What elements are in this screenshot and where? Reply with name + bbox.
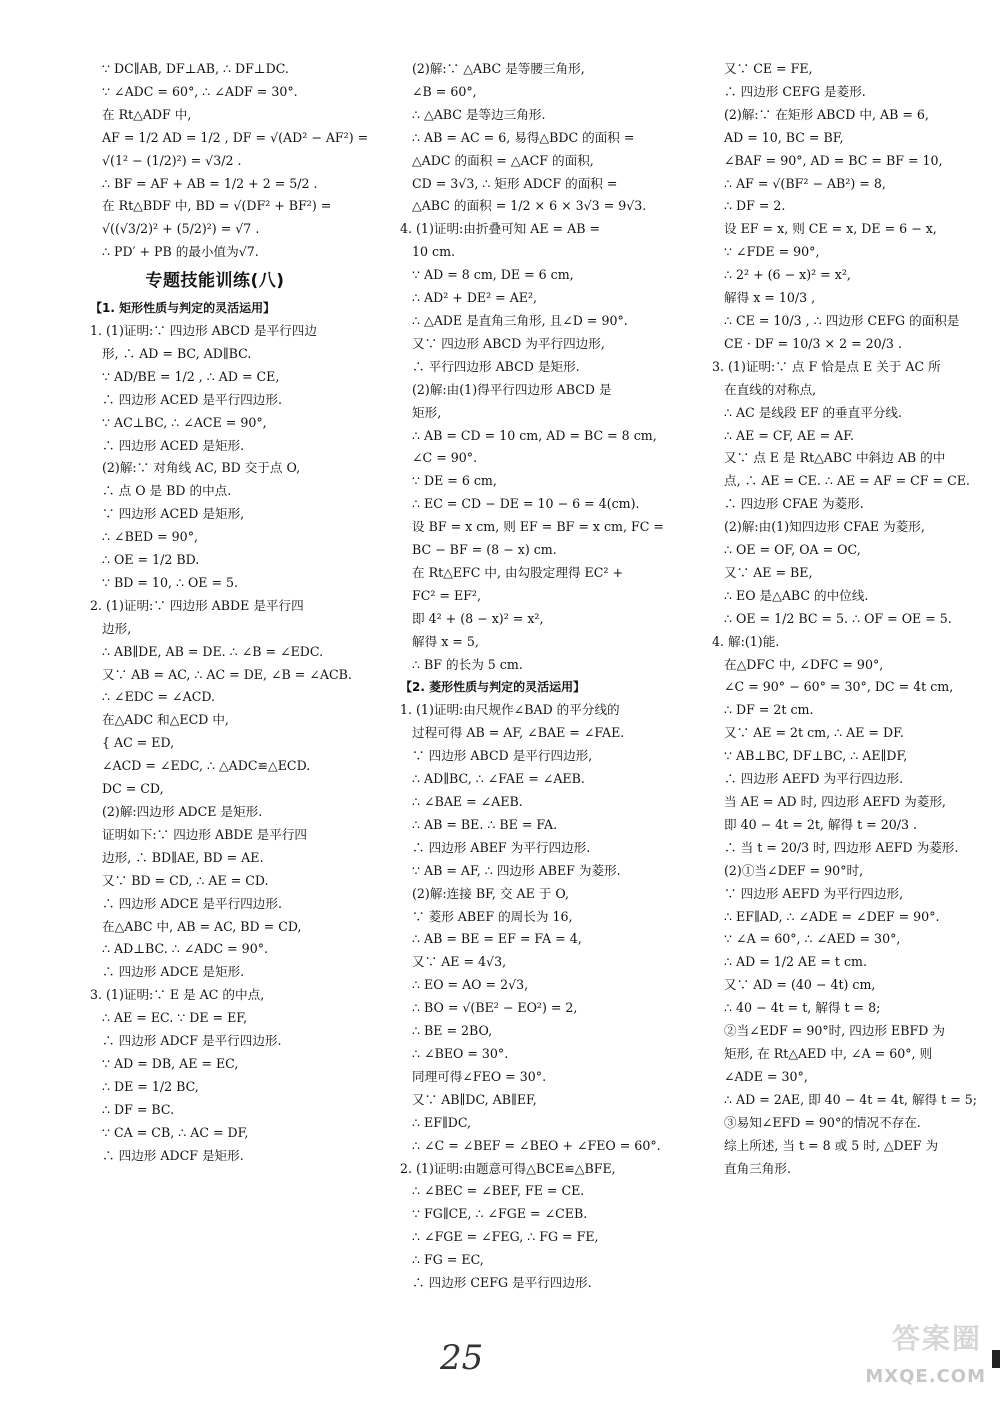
text-line: ∴ AD² + DE² = AE², — [412, 290, 538, 306]
text-line: (2)解:∵ △ABC 是等腰三角形, — [412, 61, 585, 76]
text-line: ∴ 四边形 ADCF 是矩形. — [102, 1147, 244, 1163]
text-line: ∴ AB = BE. ∴ BE = FA. — [412, 816, 558, 832]
text-line: ∵ BD = 10, ∴ OE = 5. — [102, 574, 239, 590]
text-line: 即 4² + (8 − x)² = x², — [412, 610, 544, 626]
text-line: 又∵ AB = AC, ∴ AC = DE, ∠B = ∠ACB. — [102, 666, 352, 682]
text-line: ∵ AB⊥BC, DF⊥BC, ∴ AE∥DF, — [724, 748, 908, 764]
text-line: ∠C = 90° − 60° = 30°, DC = 4t cm, — [724, 679, 954, 695]
text-line: ∴ 四边形 ADCE 是矩形. — [102, 964, 245, 980]
text-line: ∵ DC∥AB, DF⊥AB, ∴ DF⊥DC. — [102, 61, 289, 76]
text-line: 又∵ AE = 2t cm, ∴ AE = DF. — [724, 725, 904, 741]
text-line: 矩形, — [412, 404, 442, 420]
text-line: ∵ DE = 6 cm, — [412, 473, 497, 489]
text-line: { AC = ED, — [102, 735, 175, 751]
text-line: ∵ FG∥CE, ∴ ∠FGE = ∠CEB. — [412, 1206, 588, 1222]
text-line: (2)解:四边形 ADCE 是矩形. — [102, 804, 263, 819]
text-line: 即 40 − 4t = 2t, 解得 t = 20/3 . — [724, 816, 917, 832]
text-line: △ABC 的面积 = 1/2 × 6 × 3√3 = 9√3. — [412, 198, 647, 214]
text-line: √(1² − (1/2)²) = √3/2 . — [102, 152, 242, 168]
text-line: (2)解:由(1)得平行四边形 ABCD 是 — [412, 381, 612, 397]
text-line: 同理可得∠FEO = 30°. — [412, 1068, 547, 1084]
text-line: ∴ AF = √(BF² − AB²) = 8, — [724, 175, 886, 191]
text-line: ∴ ∠BEO = 30°. — [412, 1045, 509, 1061]
text-line: 边形, ∴ BD∥AE, BD = AE. — [102, 849, 264, 865]
text-line: AF = 1/2 AD = 1/2 , DF = √(AD² − AF²) = — [102, 129, 369, 145]
problem-line: 3. (1)证明:∵ 点 F 恰是点 E 关于 AC 所 — [712, 358, 941, 374]
text-line: ∴ 四边形 AEFD 为平行四边形. — [724, 771, 904, 787]
text-line: 解得 x = 5, — [412, 633, 479, 649]
text-line: ∴ EO 是△ABC 的中位线. — [724, 587, 869, 603]
text-line: ∵ 四边形 ABCD 是平行四边形, — [412, 748, 593, 764]
text-line: ③易知∠EFD = 90°的情况不存在. — [724, 1114, 921, 1130]
text-line: (2)解:∵ 对角线 AC, BD 交于点 O, — [102, 460, 301, 476]
text-line: 点, ∴ AE = CE. ∴ AE = AF = CF = CE. — [724, 473, 970, 489]
text-line: ∴ OE = 1/2 BC = 5. ∴ OF = OE = 5. — [724, 610, 952, 626]
text-line: ∴ ∠BEC = ∠BEF, FE = CE. — [412, 1183, 585, 1199]
text-line: CD = 3√3, ∴ 矩形 ADCF 的面积 = — [412, 175, 618, 191]
text-line: ∵ 四边形 ACED 是矩形, — [102, 506, 245, 522]
page-number: 25 — [440, 1338, 484, 1378]
text-line: ∴ EF∥AD, ∴ ∠ADE = ∠DEF = 90°. — [724, 908, 940, 924]
text-line: ∴ ∠BAE = ∠AEB. — [412, 794, 523, 809]
text-line: FC² = EF², — [412, 587, 481, 603]
text-line: ∴ AD = 1/2 AE = t cm. — [724, 954, 867, 970]
text-line: 又∵ AB∥DC, AB∥EF, — [412, 1091, 537, 1107]
text-line: ∵ 四边形 AEFD 为平行四边形, — [724, 885, 904, 901]
text-line: 又∵ BD = CD, ∴ AE = CD. — [102, 872, 269, 888]
text-line: ∴ EO = AO = 2√3, — [412, 977, 529, 993]
text-line: 在 Rt△ADF 中, — [102, 106, 192, 122]
text-line: (2)解:连接 BF, 交 AE 于 O, — [412, 885, 569, 901]
text-line: ∠BAF = 90°, AD = BC = BF = 10, — [724, 152, 943, 168]
watermark-url-text: MXQE.COM — [865, 1366, 986, 1387]
text-line: 又∵ AE = 4√3, — [412, 954, 507, 970]
text-line: ∴ AB = AC = 6, 易得△BDC 的面积 = — [412, 129, 635, 145]
text-line: ∴ FG = EC, — [412, 1252, 484, 1268]
section-title: 专题技能训练(八) — [145, 271, 285, 292]
text-line: ∠ADE = 30°, — [724, 1068, 808, 1084]
text-line: 在△DFC 中, ∠DFC = 90°, — [724, 656, 884, 672]
text-line: 又∵ 四边形 ABCD 为平行四边形, — [412, 335, 605, 351]
text-line: ∴ 当 t = 20/3 时, 四边形 AEFD 为菱形. — [724, 839, 959, 855]
text-line: ∴ EF∥DC, — [412, 1114, 472, 1130]
text-line: ∴ 40 − 4t = t, 解得 t = 8; — [724, 1000, 881, 1016]
text-line: ∴ AD⊥BC. ∴ ∠ADC = 90°. — [102, 941, 269, 957]
text-line: ∴ BF = AF + AB = 1/2 + 2 = 5/2 . — [102, 175, 318, 191]
text-line: 形, ∴ AD = BC, AD∥BC. — [102, 345, 252, 361]
text-line: 在 Rt△BDF 中, BD = √(DF² + BF²) = — [102, 198, 332, 214]
text-line: 直角三角形. — [724, 1160, 791, 1176]
text-line: 又∵ AE = BE, — [724, 564, 813, 580]
text-line: △ADC 的面积 = △ACF 的面积, — [412, 152, 594, 168]
text-line: ∴ AD = 2AE, 即 40 − 4t = 4t, 解得 t = 5; — [724, 1091, 978, 1107]
text-line: ∴ AB∥DE, AB = DE. ∴ ∠B = ∠EDC. — [102, 643, 324, 659]
watermark-logo — [844, 1313, 994, 1393]
text-line: ∠B = 60°, — [412, 83, 477, 99]
text-line: 在 Rt△EFC 中, 由勾股定理得 EC² + — [412, 564, 623, 580]
text-line: 又∵ CE = FE, — [724, 61, 813, 76]
text-line: 又∵ 点 E 是 Rt△ABC 中斜边 AB 的中 — [724, 450, 946, 466]
text-line: BC − BF = (8 − x) cm. — [412, 542, 557, 558]
text-line: 设 BF = x cm, 则 EF = BF = x cm, FC = — [412, 519, 664, 535]
problem-line: 4. 解:(1)能. — [712, 633, 780, 649]
subsection-heading: 【1. 矩形性质与判定的灵活运用】 — [90, 301, 276, 316]
problem-line: 1. (1)证明:由尺规作∠BAD 的平分线的 — [400, 702, 620, 718]
text-line: ∴ 平行四边形 ABCD 是矩形. — [412, 358, 580, 374]
text-line: ∴ PD′ + PB 的最小值为√7. — [102, 244, 259, 260]
text-line: ∴ △ABC 是等边三角形. — [412, 106, 546, 122]
text-line: ∵ 菱形 ABEF 的周长为 16, — [412, 908, 573, 924]
text-line: ∴ CE = 10/3 , ∴ 四边形 CEFG 的面积是 — [724, 312, 960, 328]
text-line: ∴ DF = 2. — [724, 198, 786, 214]
text-line: ∠C = 90°. — [412, 450, 478, 466]
text-line: ∴ DF = BC. — [102, 1101, 175, 1117]
text-line: AD = 10, BC = BF, — [724, 129, 844, 145]
text-line: ∴ ∠FGE = ∠FEG, ∴ FG = FE, — [412, 1229, 599, 1245]
text-line: ∴ OE = 1/2 BD. — [102, 552, 200, 568]
column-right — [712, 58, 978, 1180]
column-left — [90, 58, 369, 1168]
problem-line: 4. (1)证明:由折叠可知 AE = AB = — [400, 221, 601, 237]
text-line: ∴ BO = √(BE² − EO²) = 2, — [412, 1000, 578, 1016]
text-line: ∴ ∠C = ∠BEF = ∠BEO + ∠FEO = 60°. — [412, 1137, 661, 1153]
text-line: ∴ EC = CD − DE = 10 − 6 = 4(cm). — [412, 496, 640, 512]
text-line: ∵ CA = CB, ∴ AC = DF, — [102, 1124, 249, 1140]
text-line: ∵ AB = AF, ∴ 四边形 ABEF 为菱形. — [412, 862, 621, 878]
text-line: ∴ △ADE 是直角三角形, 且∠D = 90°. — [412, 312, 628, 328]
text-line: ∴ ∠BED = 90°, — [102, 529, 198, 545]
text-line: 过程可得 AB = AF, ∠BAE = ∠FAE. — [412, 725, 625, 741]
text-line: ∴ AE = CF, AE = AF. — [724, 427, 855, 443]
text-line: ∴ BE = 2BO, — [412, 1023, 493, 1039]
text-line: 矩形, 在 Rt△AED 中, ∠A = 60°, 则 — [724, 1045, 933, 1061]
text-line: ∴ 四边形 ACED 是矩形. — [102, 437, 245, 453]
text-line: ∵ ∠ADC = 60°, ∴ ∠ADF = 30°. — [102, 83, 298, 99]
text-line: ∴ DF = 2t cm. — [724, 702, 814, 718]
text-line: ∴ AB = CD = 10 cm, AD = BC = 8 cm, — [412, 427, 657, 443]
text-line: 证明如下:∵ 四边形 ABDE 是平行四 — [102, 826, 308, 842]
subsection-heading: 【2. 菱形性质与判定的灵活运用】 — [400, 680, 586, 695]
text-line: 解得 x = 10/3 , — [724, 290, 816, 306]
text-line: ∴ 四边形 CEFG 是平行四边形. — [412, 1275, 592, 1291]
text-line: ∴ AB = BE = EF = FA = 4, — [412, 931, 582, 947]
text-line: DC = CD, — [102, 781, 164, 797]
problem-line: 2. (1)证明:由题意可得△BCE≌△BFE, — [400, 1160, 616, 1176]
text-line: ∴ 四边形 CFAE 为菱形. — [724, 496, 864, 512]
text-line: ∴ AD∥BC, ∴ ∠FAE = ∠AEB. — [412, 771, 585, 787]
text-line: ②当∠EDF = 90°时, 四边形 EBFD 为 — [724, 1023, 945, 1039]
text-line: ∴ DE = 1/2 BC, — [102, 1078, 199, 1094]
text-line: (2)解:由(1)知四边形 CFAE 为菱形, — [724, 519, 925, 535]
text-line: ∴ 四边形 ACED 是平行四边形. — [102, 391, 282, 407]
text-line: 在直线的对称点, — [724, 381, 817, 397]
text-line: ∴ OE = OF, OA = OC, — [724, 542, 861, 558]
text-line: ∴ 四边形 ADCF 是平行四边形. — [102, 1033, 282, 1049]
text-line: (2)解:∵ 在矩形 ABCD 中, AB = 6, — [724, 106, 929, 122]
text-line: √((√3/2)² + (5/2)²) = √7 . — [102, 221, 260, 237]
text-line: 设 EF = x, 则 CE = x, DE = 6 − x, — [724, 221, 937, 237]
problem-line: 2. (1)证明:∵ 四边形 ABDE 是平行四 — [90, 597, 304, 613]
text-line: ∠ACD = ∠EDC, ∴ △ADC≌△ECD. — [102, 758, 311, 774]
text-line: ∵ AD = DB, AE = EC, — [102, 1055, 239, 1071]
text-line: ∴ 四边形 CEFG 是菱形. — [724, 83, 866, 99]
text-line: ∵ ∠A = 60°, ∴ ∠AED = 30°, — [724, 931, 901, 947]
text-line: 边形, — [102, 620, 132, 636]
problem-line: 1. (1)证明:∵ 四边形 ABCD 是平行四边 — [90, 322, 317, 338]
text-line: 当 AE = AD 时, 四边形 AEFD 为菱形, — [724, 794, 946, 809]
text-line: 在△ADC 和△ECD 中, — [102, 712, 229, 728]
text-line: ∵ AC⊥BC, ∴ ∠ACE = 90°, — [102, 414, 267, 430]
text-line: ∴ BF 的长为 5 cm. — [412, 656, 523, 672]
text-line: ∴ 四边形 ABEF 为平行四边形. — [412, 839, 591, 855]
text-line: (2)①当∠DEF = 90°时, — [724, 862, 864, 878]
text-line: 在△ABC 中, AB = AC, BD = CD, — [102, 918, 302, 934]
text-line: ∵ ∠FDE = 90°, — [724, 244, 820, 260]
text-line: ∴ 四边形 ADCE 是平行四边形. — [102, 895, 282, 911]
text-line: ∴ 2² + (6 − x)² = x², — [724, 267, 851, 283]
text-line: ∴ AE = EC. ∵ DE = EF, — [102, 1010, 248, 1026]
watermark-cn-text: 答案圈 — [891, 1322, 982, 1355]
text-line: CE · DF = 10/3 × 2 = 20/3 . — [724, 335, 902, 351]
text-line: ∵ AD/BE = 1/2 , ∴ AD = CE, — [102, 368, 280, 384]
column-middle — [400, 58, 670, 1295]
text-line: ∴ ∠EDC = ∠ACD. — [102, 689, 215, 705]
text-line: ∵ AD = 8 cm, DE = 6 cm, — [412, 267, 574, 283]
text-line: 10 cm. — [412, 244, 456, 260]
text-line: ∴ AC 是线段 EF 的垂直平分线. — [724, 404, 903, 420]
text-line: ∴ 点 O 是 BD 的中点. — [102, 483, 232, 499]
problem-line: 3. (1)证明:∵ E 是 AC 的中点, — [90, 987, 265, 1003]
text-line: 又∵ AD = (40 − 4t) cm, — [724, 977, 876, 993]
text-line: 综上所述, 当 t = 8 或 5 时, △DEF 为 — [724, 1137, 939, 1153]
